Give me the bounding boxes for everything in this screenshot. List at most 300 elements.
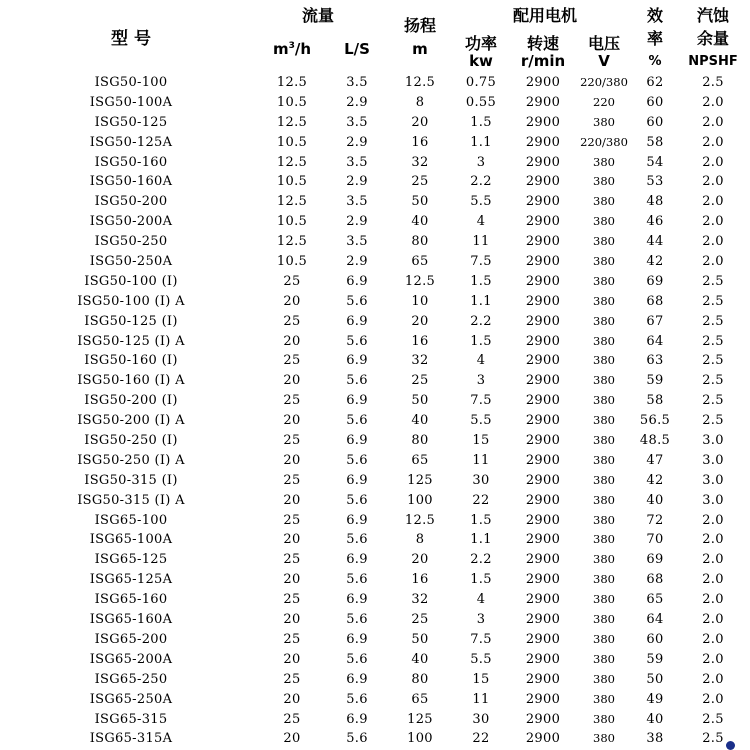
cell-head: 16 [411, 134, 429, 150]
cell-npsh: 2.0 [702, 552, 724, 568]
header-model: 型 号 [111, 29, 151, 49]
cell-voltage: 380 [593, 651, 615, 666]
cell-speed: 2900 [525, 711, 561, 727]
cell-voltage: 380 [593, 154, 615, 169]
cell-flow-m3h: 10.5 [276, 94, 308, 110]
table-row [0, 570, 750, 590]
cell-flow-m3h: 20 [283, 731, 301, 747]
cell-voltage: 380 [593, 612, 615, 627]
cell-flow-ls: 6.9 [346, 592, 368, 608]
cell-flow-m3h: 20 [283, 612, 301, 628]
cell-model: ISG65-315 [94, 711, 168, 727]
cell-flow-ls: 5.6 [346, 373, 368, 389]
cell-npsh: 2.5 [702, 75, 724, 90]
cell-efficiency: 53 [646, 174, 664, 190]
cell-npsh: 3.0 [702, 492, 724, 508]
cell-head: 25 [411, 373, 429, 389]
cell-speed: 2900 [525, 731, 561, 747]
cell-power: 15 [472, 433, 490, 449]
cell-npsh: 2.0 [702, 134, 724, 150]
cell-efficiency: 68 [646, 293, 664, 309]
header-head-unit: m [412, 40, 428, 58]
cell-efficiency: 72 [646, 512, 664, 528]
cell-efficiency: 42 [646, 472, 664, 488]
header-head: 扬程 [403, 16, 437, 35]
cell-efficiency: 49 [646, 691, 664, 707]
cell-npsh: 2.0 [702, 651, 724, 667]
cell-head: 12.5 [404, 75, 436, 90]
cell-flow-ls: 3.5 [346, 194, 368, 210]
cell-flow-ls: 2.9 [346, 254, 368, 270]
cell-voltage: 380 [593, 532, 615, 547]
cell-power: 15 [472, 671, 490, 687]
cell-efficiency: 60 [646, 94, 664, 110]
table-row [0, 491, 750, 511]
cell-flow-m3h: 25 [283, 592, 301, 608]
cell-flow-m3h: 12.5 [276, 234, 308, 250]
cell-speed: 2900 [525, 293, 561, 309]
cell-model: ISG65-100 [94, 512, 168, 528]
table-row [0, 511, 750, 531]
cell-efficiency: 44 [646, 234, 664, 250]
cell-power: 0.75 [465, 75, 497, 90]
table-row [0, 610, 750, 630]
table-row [0, 351, 750, 371]
cell-efficiency: 46 [646, 214, 664, 230]
cell-flow-m3h: 20 [283, 572, 301, 588]
cell-power: 7.5 [470, 631, 492, 647]
cell-voltage: 380 [593, 273, 615, 288]
cell-head: 25 [411, 174, 429, 190]
cell-model: ISG65-315A [89, 731, 173, 747]
cell-npsh: 2.0 [702, 234, 724, 250]
cell-npsh: 2.0 [702, 154, 724, 170]
cell-speed: 2900 [525, 373, 561, 389]
cell-model: ISG65-100A [89, 532, 173, 548]
header-efficiency-unit: % [648, 54, 662, 69]
table-row [0, 133, 750, 153]
cell-head: 100 [407, 492, 433, 508]
cell-flow-ls: 6.9 [346, 671, 368, 687]
cell-speed: 2900 [525, 612, 561, 628]
cell-voltage: 220/380 [580, 134, 628, 149]
header-speed: 转速 [526, 34, 560, 53]
cell-power: 3 [476, 612, 486, 628]
cell-model: ISG50-315 (I) A [77, 492, 185, 508]
cell-npsh: 2.0 [702, 512, 724, 528]
cell-flow-ls: 6.9 [346, 552, 368, 568]
cell-npsh: 2.0 [702, 592, 724, 608]
cell-model: ISG50-315 (I) [84, 472, 178, 488]
cell-model: ISG50-200 [94, 194, 168, 210]
cell-flow-m3h: 20 [283, 452, 301, 468]
header-voltage: 电压 [587, 34, 621, 53]
spec-table-body [0, 73, 750, 749]
cell-power: 30 [472, 711, 490, 727]
cell-npsh: 2.5 [702, 313, 724, 329]
cell-efficiency: 67 [646, 313, 664, 329]
cell-voltage: 380 [593, 114, 615, 129]
table-row [0, 710, 750, 730]
cell-speed: 2900 [525, 75, 561, 90]
cell-efficiency: 63 [646, 353, 664, 369]
cell-voltage: 380 [593, 492, 615, 507]
cell-flow-m3h: 25 [283, 313, 301, 329]
cell-flow-m3h: 12.5 [276, 75, 308, 90]
cell-speed: 2900 [525, 254, 561, 270]
cell-model: ISG65-160A [89, 612, 173, 628]
cell-speed: 2900 [525, 234, 561, 250]
cell-power: 2.2 [470, 174, 492, 190]
cell-model: ISG50-100 (I) A [77, 293, 185, 309]
table-row [0, 292, 750, 312]
cell-power: 3 [476, 154, 486, 170]
cell-head: 25 [411, 612, 429, 628]
cell-flow-m3h: 25 [283, 711, 301, 727]
cell-power: 7.5 [470, 393, 492, 409]
cell-flow-ls: 5.6 [346, 691, 368, 707]
cell-power: 1.5 [470, 572, 492, 588]
cell-flow-m3h: 10.5 [276, 174, 308, 190]
header-voltage-unit: V [598, 52, 610, 70]
header-flow: 流量 [301, 6, 335, 25]
cell-speed: 2900 [525, 94, 561, 110]
cell-flow-m3h: 25 [283, 393, 301, 409]
cell-efficiency: 42 [646, 254, 664, 270]
cell-flow-ls: 5.6 [346, 731, 368, 747]
cell-speed: 2900 [525, 651, 561, 667]
cell-speed: 2900 [525, 552, 561, 568]
cell-power: 2.2 [470, 313, 492, 329]
cell-speed: 2900 [525, 452, 561, 468]
cell-head: 40 [411, 413, 429, 429]
cell-flow-ls: 3.5 [346, 75, 368, 90]
cell-efficiency: 64 [646, 333, 664, 349]
table-row [0, 650, 750, 670]
cell-speed: 2900 [525, 572, 561, 588]
cell-voltage: 380 [593, 552, 615, 567]
cell-flow-m3h: 25 [283, 631, 301, 647]
cell-flow-ls: 6.9 [346, 631, 368, 647]
cell-power: 4 [476, 592, 486, 608]
cell-npsh: 2.5 [702, 373, 724, 389]
cell-flow-ls: 5.6 [346, 612, 368, 628]
cell-flow-ls: 2.9 [346, 214, 368, 230]
cell-voltage: 380 [593, 631, 615, 646]
cell-flow-ls: 5.6 [346, 333, 368, 349]
cell-model: ISG50-200A [89, 214, 173, 230]
cell-head: 65 [411, 691, 429, 707]
table-row [0, 332, 750, 352]
cell-voltage: 380 [593, 214, 615, 229]
cell-npsh: 2.0 [702, 631, 724, 647]
cell-voltage: 380 [593, 254, 615, 269]
cell-model: ISG50-250 [94, 234, 168, 250]
cell-model: ISG65-200A [89, 651, 173, 667]
cell-power: 11 [472, 452, 490, 468]
cell-head: 80 [411, 671, 429, 687]
cell-flow-m3h: 25 [283, 433, 301, 449]
table-row [0, 113, 750, 133]
cell-flow-m3h: 10.5 [276, 134, 308, 150]
cell-power: 1.1 [470, 134, 492, 150]
table-row [0, 93, 750, 113]
cell-npsh: 2.0 [702, 254, 724, 270]
cell-npsh: 2.0 [702, 691, 724, 707]
cell-flow-ls: 5.6 [346, 532, 368, 548]
cell-flow-m3h: 25 [283, 273, 301, 289]
cell-flow-ls: 6.9 [346, 273, 368, 289]
cell-power: 3 [476, 373, 486, 389]
cell-npsh: 3.0 [702, 472, 724, 488]
cell-efficiency: 59 [646, 651, 664, 667]
cell-head: 50 [411, 393, 429, 409]
table-row [0, 391, 750, 411]
cell-efficiency: 40 [646, 492, 664, 508]
corner-dot-decoration [726, 741, 735, 750]
cell-head: 16 [411, 333, 429, 349]
cell-efficiency: 58 [646, 393, 664, 409]
cell-speed: 2900 [525, 472, 561, 488]
cell-speed: 2900 [525, 174, 561, 190]
cell-power: 1.5 [470, 512, 492, 528]
cell-speed: 2900 [525, 631, 561, 647]
cell-head: 20 [411, 114, 429, 130]
cell-flow-ls: 2.9 [346, 94, 368, 110]
cell-npsh: 2.5 [702, 711, 724, 727]
cell-model: ISG65-200 [94, 631, 168, 647]
cell-flow-ls: 3.5 [346, 154, 368, 170]
cell-power: 11 [472, 691, 490, 707]
cell-speed: 2900 [525, 532, 561, 548]
cell-model: ISG50-125 (I) [84, 313, 178, 329]
cell-flow-m3h: 12.5 [276, 114, 308, 130]
cell-speed: 2900 [525, 393, 561, 409]
cell-flow-ls: 6.9 [346, 393, 368, 409]
cell-efficiency: 69 [646, 273, 664, 289]
cell-flow-ls: 3.5 [346, 114, 368, 130]
cell-npsh: 2.5 [702, 273, 724, 289]
cell-voltage: 380 [593, 293, 615, 308]
cell-power: 11 [472, 234, 490, 250]
cell-model: ISG65-125A [89, 572, 173, 588]
cell-flow-m3h: 20 [283, 333, 301, 349]
table-row [0, 371, 750, 391]
cell-efficiency: 38 [646, 731, 664, 747]
cell-head: 80 [411, 234, 429, 250]
cell-head: 20 [411, 552, 429, 568]
cell-voltage: 380 [593, 711, 615, 726]
table-row [0, 312, 750, 332]
cell-head: 10 [411, 293, 429, 309]
cell-voltage: 380 [593, 671, 615, 686]
cell-head: 65 [411, 254, 429, 270]
cell-model: ISG50-100 [94, 75, 168, 90]
cell-npsh: 2.0 [702, 214, 724, 230]
cell-model: ISG65-250A [89, 691, 173, 707]
cell-voltage: 380 [593, 572, 615, 587]
header-flow-unit-m3h: $m^3/h$ [272, 40, 312, 58]
cell-model: ISG65-160 [94, 592, 168, 608]
header-efficiency-2: 率 [646, 29, 664, 48]
cell-power: 1.1 [470, 293, 492, 309]
cell-speed: 2900 [525, 154, 561, 170]
cell-flow-m3h: 12.5 [276, 194, 308, 210]
cell-npsh: 2.5 [702, 413, 724, 429]
cell-voltage: 380 [593, 234, 615, 249]
cell-npsh: 3.0 [702, 433, 724, 449]
header-speed-unit: r/min [520, 52, 566, 70]
cell-voltage: 380 [593, 512, 615, 527]
header-npsh-2: 余量 [696, 29, 730, 48]
cell-head: 8 [415, 532, 425, 548]
cell-model: ISG50-250 (I) [84, 433, 178, 449]
cell-npsh: 2.0 [702, 612, 724, 628]
cell-efficiency: 58 [646, 134, 664, 150]
cell-power: 1.5 [470, 273, 492, 289]
cell-model: ISG65-125 [94, 552, 168, 568]
table-row [0, 73, 750, 93]
cell-npsh: 2.0 [702, 194, 724, 210]
cell-npsh: 2.5 [702, 293, 724, 309]
cell-head: 32 [411, 154, 429, 170]
header-npsh-1: 汽蚀 [696, 6, 730, 25]
cell-power: 4 [476, 214, 486, 230]
cell-model: ISG50-160 [94, 154, 168, 170]
cell-flow-m3h: 25 [283, 512, 301, 528]
cell-model: ISG50-200 (I) [84, 393, 178, 409]
cell-model: ISG50-200 (I) A [77, 413, 185, 429]
cell-flow-ls: 5.6 [346, 572, 368, 588]
cell-speed: 2900 [525, 592, 561, 608]
cell-efficiency: 48.5 [639, 433, 671, 449]
cell-model: ISG50-125 (I) A [77, 333, 185, 349]
table-row [0, 729, 750, 749]
cell-head: 12.5 [404, 512, 436, 528]
cell-head: 8 [415, 94, 425, 110]
table-row [0, 252, 750, 272]
cell-flow-m3h: 20 [283, 373, 301, 389]
cell-voltage: 380 [593, 452, 615, 467]
cell-power: 1.5 [470, 114, 492, 130]
cell-flow-ls: 5.6 [346, 492, 368, 508]
header-motor: 配用电机 [512, 6, 578, 25]
table-row [0, 550, 750, 570]
cell-efficiency: 70 [646, 532, 664, 548]
header-power-unit: kw [469, 52, 493, 70]
cell-flow-m3h: 25 [283, 552, 301, 568]
cell-flow-ls: 2.9 [346, 174, 368, 190]
cell-voltage: 380 [593, 691, 615, 706]
cell-flow-m3h: 20 [283, 651, 301, 667]
cell-efficiency: 69 [646, 552, 664, 568]
cell-flow-ls: 6.9 [346, 711, 368, 727]
table-row [0, 172, 750, 192]
cell-model: ISG50-125 [94, 114, 168, 130]
cell-npsh: 3.0 [702, 452, 724, 468]
cell-speed: 2900 [525, 433, 561, 449]
cell-model: ISG50-100 (I) [84, 273, 178, 289]
cell-flow-ls: 5.6 [346, 452, 368, 468]
cell-head: 12.5 [404, 273, 436, 289]
table-row [0, 670, 750, 690]
cell-speed: 2900 [525, 214, 561, 230]
table-row [0, 530, 750, 550]
header-flow-unit-ls: L/S [344, 40, 370, 58]
cell-power: 5.5 [470, 194, 492, 210]
cell-flow-ls: 6.9 [346, 433, 368, 449]
cell-speed: 2900 [525, 194, 561, 210]
cell-flow-ls: 6.9 [346, 472, 368, 488]
cell-power: 1.5 [470, 333, 492, 349]
cell-npsh: 2.5 [702, 333, 724, 349]
cell-head: 32 [411, 592, 429, 608]
table-row [0, 431, 750, 451]
cell-speed: 2900 [525, 353, 561, 369]
cell-efficiency: 68 [646, 572, 664, 588]
cell-npsh: 2.5 [702, 353, 724, 369]
cell-model: ISG50-250 (I) A [77, 452, 185, 468]
header-npsh-unit: NPSHF [688, 54, 738, 69]
cell-power: 0.55 [465, 94, 497, 110]
cell-flow-m3h: 10.5 [276, 214, 308, 230]
cell-speed: 2900 [525, 134, 561, 150]
cell-model: ISG50-250A [89, 254, 173, 270]
cell-voltage: 380 [593, 413, 615, 428]
table-row [0, 192, 750, 212]
cell-voltage: 380 [593, 433, 615, 448]
table-row [0, 471, 750, 491]
cell-flow-m3h: 25 [283, 353, 301, 369]
cell-speed: 2900 [525, 512, 561, 528]
cell-voltage: 380 [593, 731, 615, 746]
cell-npsh: 2.0 [702, 174, 724, 190]
table-row [0, 272, 750, 292]
cell-flow-m3h: 12.5 [276, 154, 308, 170]
cell-flow-ls: 5.6 [346, 651, 368, 667]
cell-voltage: 380 [593, 472, 615, 487]
cell-flow-m3h: 25 [283, 472, 301, 488]
table-row [0, 411, 750, 431]
cell-voltage: 380 [593, 194, 615, 209]
cell-flow-ls: 5.6 [346, 413, 368, 429]
cell-efficiency: 40 [646, 711, 664, 727]
cell-efficiency: 60 [646, 114, 664, 130]
cell-voltage: 220 [593, 94, 615, 109]
cell-flow-ls: 6.9 [346, 313, 368, 329]
table-row [0, 690, 750, 710]
cell-efficiency: 64 [646, 612, 664, 628]
table-row [0, 451, 750, 471]
cell-power: 4 [476, 353, 486, 369]
cell-voltage: 380 [593, 393, 615, 408]
cell-flow-m3h: 20 [283, 492, 301, 508]
cell-model: ISG50-160 (I) [84, 353, 178, 369]
cell-speed: 2900 [525, 413, 561, 429]
cell-npsh: 2.0 [702, 671, 724, 687]
cell-npsh: 2.0 [702, 572, 724, 588]
cell-head: 80 [411, 433, 429, 449]
cell-npsh: 2.5 [702, 393, 724, 409]
cell-flow-m3h: 20 [283, 691, 301, 707]
cell-voltage: 380 [593, 373, 615, 388]
cell-speed: 2900 [525, 671, 561, 687]
table-row [0, 590, 750, 610]
cell-power: 5.5 [470, 651, 492, 667]
cell-power: 22 [472, 492, 490, 508]
cell-voltage: 380 [593, 313, 615, 328]
table-row [0, 630, 750, 650]
